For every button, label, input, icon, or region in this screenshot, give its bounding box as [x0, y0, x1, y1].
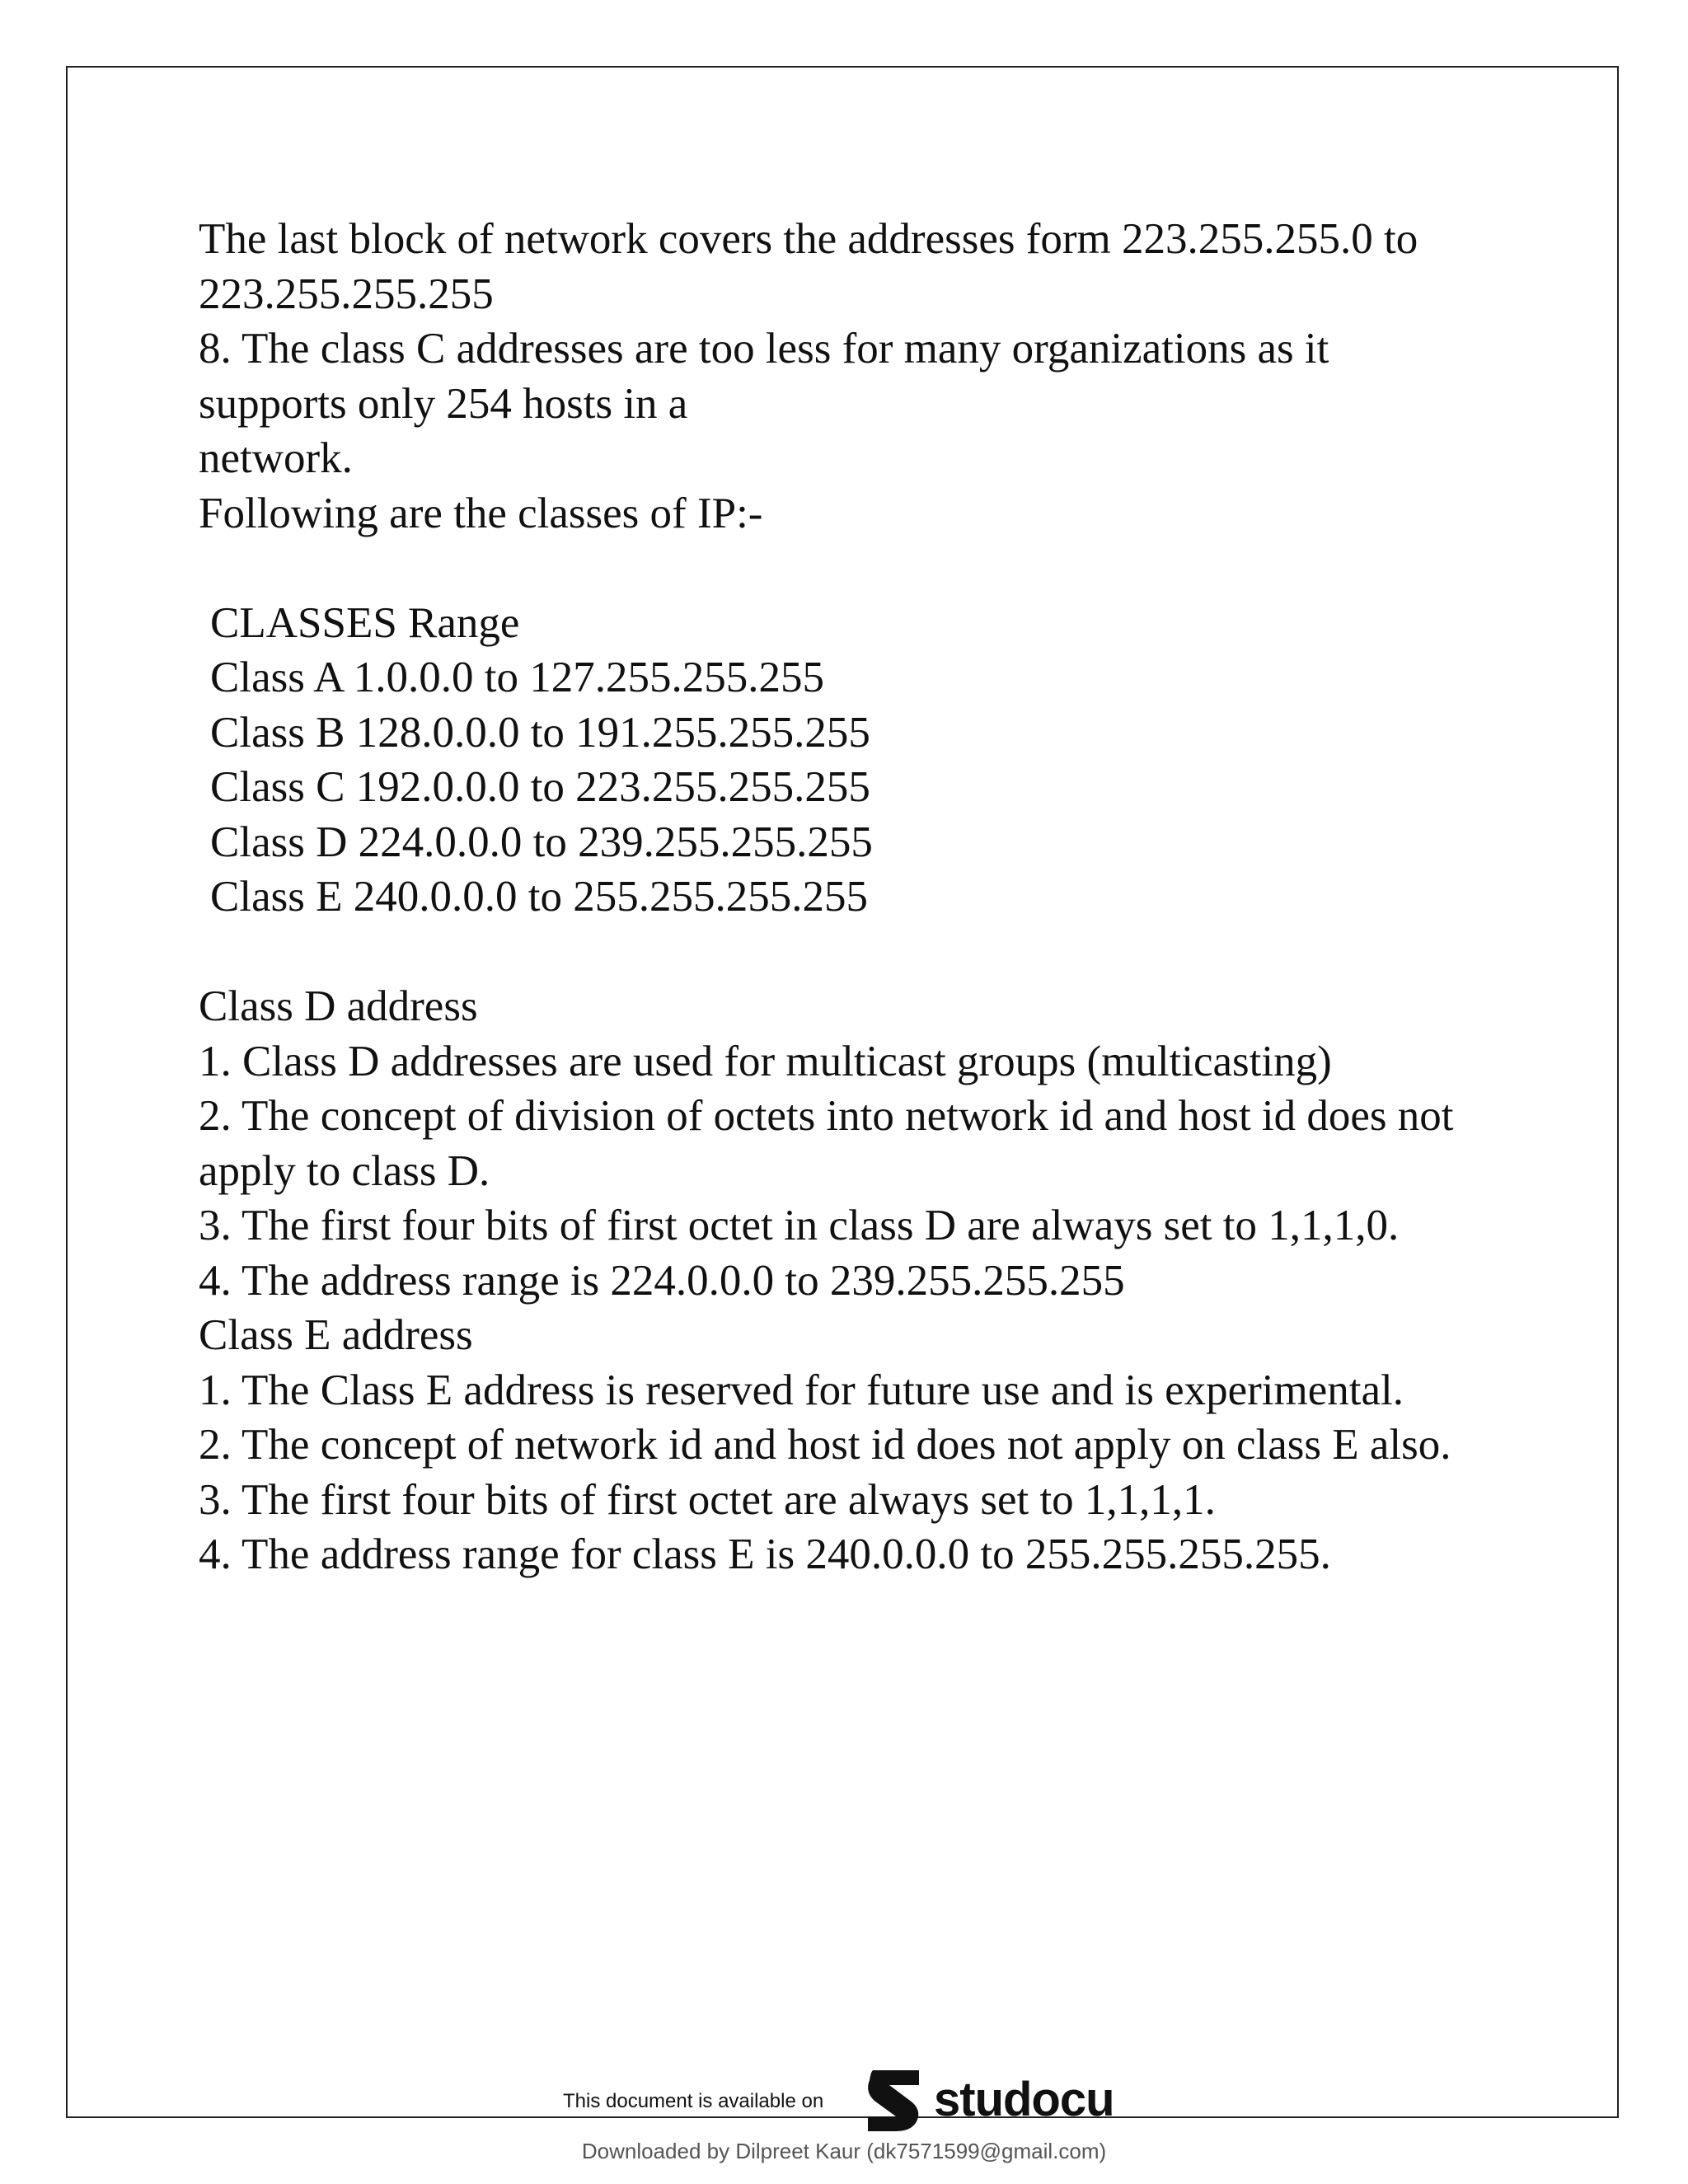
- body-text-line: 8. The class C addresses are too less for many organizations as it: [199, 325, 1329, 373]
- body-text-line: 223.255.255.255: [199, 269, 494, 318]
- footer-available-text: This document is available on: [563, 2090, 824, 2112]
- class-d-point: 3. The first four bits of first octet in class D are always set to 1,1,1,0.: [199, 1202, 1400, 1249]
- classes-table-header: CLASSES Range: [210, 598, 520, 647]
- class-e-point: 3. The first four bits of first octet are always set to 1,1,1,1.: [199, 1475, 1216, 1524]
- class-d-point: 2. The concept of division of octets into network id and host id does not: [199, 1092, 1454, 1140]
- class-d-heading: Class D address: [199, 982, 478, 1030]
- class-d-section: [199, 979, 1517, 1308]
- paragraph-gap: [199, 925, 1517, 980]
- body-text-line: supports only 254 hosts in a: [199, 379, 688, 428]
- paragraph-gap: [199, 541, 1517, 596]
- classes-table-row: Class D 224.0.0.0 to 239.255.255.255: [210, 818, 873, 866]
- document-body: [199, 212, 1517, 1582]
- ip-classes-table: [199, 596, 1517, 925]
- classes-table-row: Class B 128.0.0.0 to 191.255.255.255: [210, 708, 870, 757]
- classes-table-row: Class E 240.0.0.0 to 255.255.255.255: [210, 873, 868, 921]
- body-text-line: network.: [199, 434, 353, 482]
- studocu-brand[interactable]: [861, 2067, 1114, 2133]
- studocu-logo-icon: [861, 2067, 926, 2133]
- class-e-section: [199, 1308, 1517, 1582]
- class-d-point: 1. Class D addresses are used for multicast groups (multicasting): [199, 1037, 1332, 1085]
- class-e-point: 1. The Class E address is reserved for future use and is experimental.: [199, 1366, 1404, 1414]
- class-e-heading: Class E address: [199, 1311, 473, 1359]
- class-d-point: apply to class D.: [199, 1146, 490, 1195]
- body-text-line: Following are the classes of IP:-: [199, 489, 763, 537]
- studocu-wordmark: studocu: [934, 2073, 1114, 2126]
- classes-table-row: Class A 1.0.0.0 to 127.255.255.255: [210, 654, 825, 701]
- downloaded-by-text: Downloaded by Dilpreet Kaur (dk7571599@gmail.com): [581, 2139, 1107, 2163]
- class-e-point: 4. The address range for class E is 240.0.0.0 to 255.255.255.255.: [199, 1530, 1331, 1578]
- classes-table-row: Class C 192.0.0.0 to 223.255.255.255: [210, 763, 870, 811]
- class-e-point: 2. The concept of network id and host id does not apply on class E also.: [199, 1421, 1451, 1469]
- class-d-point: 4. The address range is 224.0.0.0 to 239.255.255.255: [199, 1256, 1125, 1305]
- body-text-line: The last block of network covers the addresses form 223.255.255.0 to: [199, 215, 1418, 263]
